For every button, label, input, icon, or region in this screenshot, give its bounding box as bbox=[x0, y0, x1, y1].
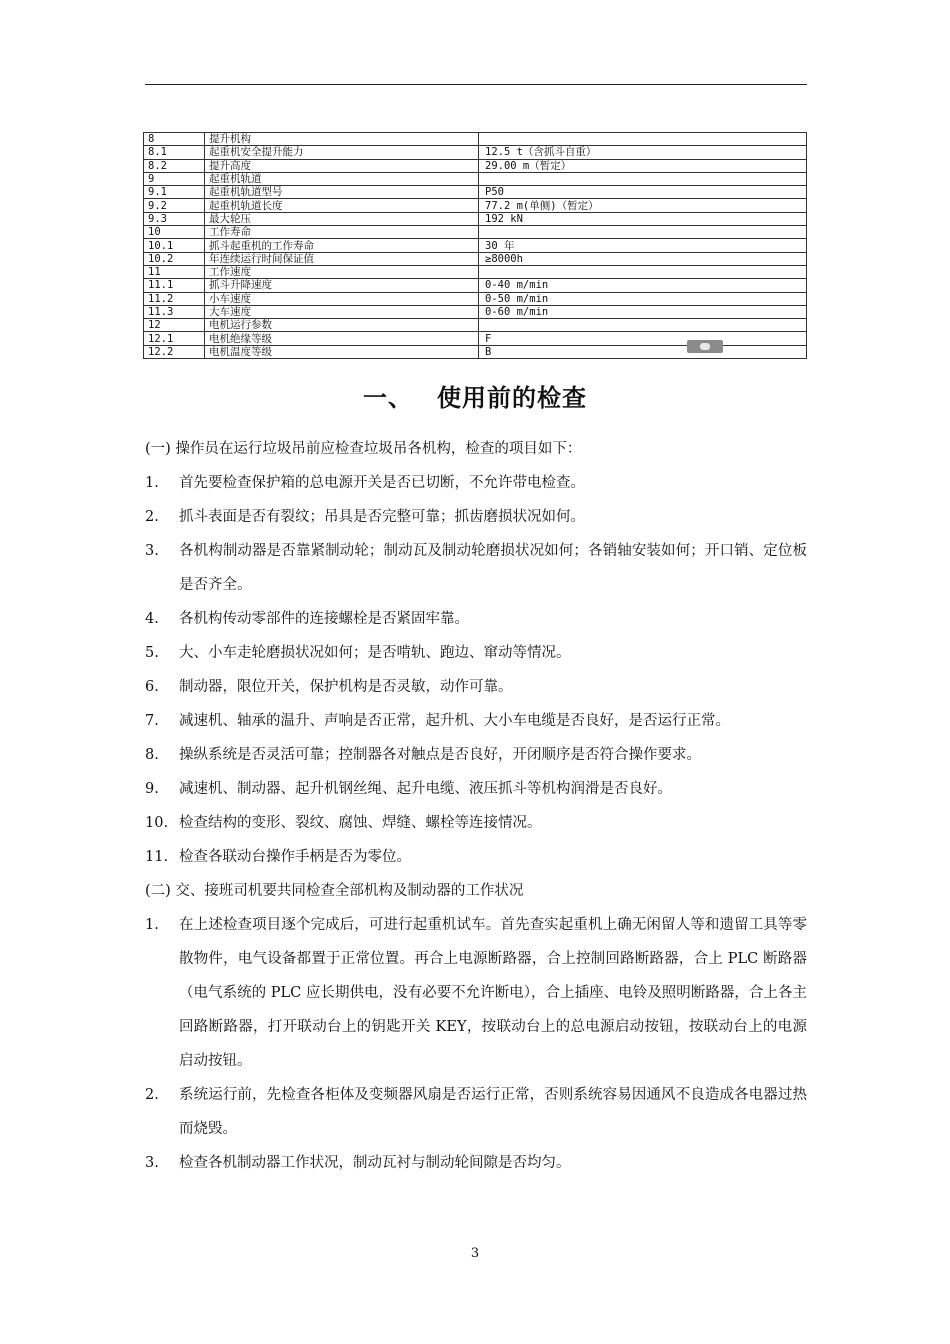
list-item bbox=[145, 602, 807, 636]
spec-row bbox=[144, 292, 807, 305]
spec-row bbox=[144, 252, 807, 265]
list-item-number: 11. bbox=[145, 849, 169, 865]
list-item-text: 制动器，限位开关，保护机构是否灵敏，动作可靠。 bbox=[179, 679, 513, 695]
spec-row bbox=[144, 186, 807, 199]
spec-name: 起重机轨道 bbox=[205, 172, 479, 185]
list-item-text: 检查各联动台操作手柄是否为零位。 bbox=[179, 849, 411, 865]
spec-name: 最大轮压 bbox=[205, 212, 479, 225]
list-item-number: 4. bbox=[145, 611, 159, 627]
list-item bbox=[145, 704, 807, 738]
spec-value: 77.2 m(单侧)（暂定） bbox=[479, 199, 807, 212]
spec-num: 9.2 bbox=[144, 199, 205, 212]
spec-num: 8.2 bbox=[144, 159, 205, 172]
body-text bbox=[145, 432, 807, 1180]
list-item-number: 5. bbox=[145, 645, 159, 661]
list-item-text: 抓斗表面是否有裂纹；吊具是否完整可靠；抓齿磨损状况如何。 bbox=[179, 509, 585, 525]
spec-num: 12.1 bbox=[144, 332, 205, 345]
part2-heading: (二) 交、接班司机要共同检查全部机构及制动器的工作状况 bbox=[145, 883, 524, 899]
list-item-number: 1. bbox=[145, 917, 159, 933]
spec-row bbox=[144, 226, 807, 239]
spec-row bbox=[144, 265, 807, 278]
spec-num: 10.1 bbox=[144, 239, 205, 252]
spec-num: 11.2 bbox=[144, 292, 205, 305]
list-item-text: 各机构传动零部件的连接螺栓是否紧固牢靠。 bbox=[179, 611, 469, 627]
section-title-text: 使用前的检查 bbox=[437, 384, 587, 412]
spec-name: 电机运行参数 bbox=[205, 319, 479, 332]
spec-value: ≥8000h bbox=[479, 252, 807, 265]
list-item bbox=[145, 1146, 807, 1180]
spec-value: 12.5 t（含抓斗自重） bbox=[479, 146, 807, 159]
spec-name: 大车速度 bbox=[205, 305, 479, 318]
spec-value: F bbox=[479, 332, 807, 345]
spec-name: 起重机轨道型号 bbox=[205, 186, 479, 199]
spec-row bbox=[144, 133, 807, 146]
spec-value bbox=[479, 265, 807, 278]
spec-row bbox=[144, 305, 807, 318]
spec-table bbox=[143, 132, 807, 359]
spec-name: 提升机构 bbox=[205, 133, 479, 146]
spec-name: 抓斗起重机的工作寿命 bbox=[205, 239, 479, 252]
spec-name: 起重机轨道长度 bbox=[205, 199, 479, 212]
spec-name: 提升高度 bbox=[205, 159, 479, 172]
spec-row bbox=[144, 172, 807, 185]
spec-value: 0-50 m/min bbox=[479, 292, 807, 305]
list-item-number: 10. bbox=[145, 815, 169, 831]
list-item-number: 1. bbox=[145, 475, 159, 491]
list-item-text: 在上述检查项目逐个完成后，可进行起重机试车。首先查实起重机上确无闲留人等和遗留工具等零散物件，电气设备都置于正常位置。再合上电源断路器，合上控制回路断路器，合上 PLC 断路器（电气系统的 PLC 应长期供电，没有必要不允许断电），合上插座、电铃及照明断路器，合上各主回路断路器，打开联动台上的钥匙开关 KEY，按联动台上的总电源启动按钮，按联动台上的电源启动按钮。 bbox=[179, 917, 807, 1069]
list-item-number: 2. bbox=[145, 1087, 159, 1103]
list-item-text: 系统运行前，先检查各柜体及变频器风扇是否运行正常，否则系统容易因通风不良造成各电器过热而烧毁。 bbox=[179, 1087, 807, 1137]
part2-list bbox=[145, 908, 807, 1180]
list-item-text: 操纵系统是否灵活可靠；控制器各对触点是否良好，开闭顺序是否符合操作要求。 bbox=[179, 747, 701, 763]
section-number: 一、 bbox=[363, 384, 413, 412]
list-item bbox=[145, 806, 807, 840]
list-item-text: 减速机、轴承的温升、声响是否正常，起升机、大小车电缆是否良好，是否运行正常。 bbox=[179, 713, 730, 729]
list-item-number: 3. bbox=[145, 1155, 159, 1171]
list-item-text: 首先要检查保护箱的总电源开关是否已切断，不允许带电检查。 bbox=[179, 475, 585, 491]
spec-value bbox=[479, 133, 807, 146]
spec-value: 30 年 bbox=[479, 239, 807, 252]
spec-value bbox=[479, 319, 807, 332]
spec-num: 11.1 bbox=[144, 279, 205, 292]
list-item-text: 各机构制动器是否靠紧制动轮；制动瓦及制动轮磨损状况如何；各销轴安装如何；开口销、定位板是否齐全。 bbox=[179, 543, 807, 593]
list-item bbox=[145, 670, 807, 704]
spec-num: 9.3 bbox=[144, 212, 205, 225]
list-item-number: 7. bbox=[145, 713, 159, 729]
spec-row bbox=[144, 212, 807, 225]
spec-num: 11 bbox=[144, 265, 205, 278]
spec-value: P50 bbox=[479, 186, 807, 199]
spec-num: 9 bbox=[144, 172, 205, 185]
page-number: 3 bbox=[470, 1246, 480, 1261]
list-item-number: 2. bbox=[145, 509, 159, 525]
list-item-text: 大、小车走轮磨损状况如何；是否啃轨、跑边、窜动等情况。 bbox=[179, 645, 571, 661]
spec-num: 10.2 bbox=[144, 252, 205, 265]
list-item bbox=[145, 466, 807, 500]
spec-row bbox=[144, 239, 807, 252]
list-item bbox=[145, 772, 807, 806]
spec-name: 抓斗升降速度 bbox=[205, 279, 479, 292]
spec-value: 0-40 m/min bbox=[479, 279, 807, 292]
list-item-number: 9. bbox=[145, 781, 159, 797]
spec-value: 0-60 m/min bbox=[479, 305, 807, 318]
list-item-text: 检查结构的变形、裂纹、腐蚀、焊缝、螺栓等连接情况。 bbox=[179, 815, 542, 831]
scan-badge-icon bbox=[687, 340, 723, 353]
spec-name: 电机绝缘等级 bbox=[205, 332, 479, 345]
list-item-text: 检查各机制动器工作状况，制动瓦衬与制动轮间隙是否均匀。 bbox=[179, 1155, 571, 1171]
list-item-text: 减速机、制动器、起升机钢丝绳、起升电缆、液压抓斗等机构润滑是否良好。 bbox=[179, 781, 672, 797]
spec-num: 12 bbox=[144, 319, 205, 332]
list-item-number: 8. bbox=[145, 747, 159, 763]
header-rule bbox=[145, 84, 807, 85]
list-item bbox=[145, 908, 807, 1078]
spec-num: 8.1 bbox=[144, 146, 205, 159]
spec-row bbox=[144, 279, 807, 292]
spec-num: 8 bbox=[144, 133, 205, 146]
spec-value: 192 kN bbox=[479, 212, 807, 225]
spec-row bbox=[144, 146, 807, 159]
part1-heading: (一) 操作员在运行垃圾吊前应检查垃圾吊各机构，检查的项目如下： bbox=[145, 441, 582, 457]
spec-num: 11.3 bbox=[144, 305, 205, 318]
list-item-number: 6. bbox=[145, 679, 159, 695]
list-item bbox=[145, 738, 807, 772]
list-item bbox=[145, 534, 807, 602]
spec-row bbox=[144, 319, 807, 332]
spec-value: B bbox=[479, 345, 807, 358]
spec-value bbox=[479, 226, 807, 239]
spec-name: 年连续运行时间保证值 bbox=[205, 252, 479, 265]
spec-row bbox=[144, 159, 807, 172]
spec-num: 9.1 bbox=[144, 186, 205, 199]
spec-num: 10 bbox=[144, 226, 205, 239]
part1-list bbox=[145, 466, 807, 874]
spec-name: 工作速度 bbox=[205, 265, 479, 278]
spec-value bbox=[479, 172, 807, 185]
section-title bbox=[0, 378, 950, 413]
spec-name: 起重机安全提升能力 bbox=[205, 146, 479, 159]
list-item bbox=[145, 636, 807, 670]
list-item-number: 3. bbox=[145, 543, 159, 559]
spec-name: 工作寿命 bbox=[205, 226, 479, 239]
spec-value: 29.00 m（暂定） bbox=[479, 159, 807, 172]
spec-name: 电机温度等级 bbox=[205, 345, 479, 358]
list-item bbox=[145, 1078, 807, 1146]
list-item bbox=[145, 500, 807, 534]
spec-num: 12.2 bbox=[144, 345, 205, 358]
spec-row bbox=[144, 199, 807, 212]
spec-name: 小车速度 bbox=[205, 292, 479, 305]
list-item bbox=[145, 840, 807, 874]
